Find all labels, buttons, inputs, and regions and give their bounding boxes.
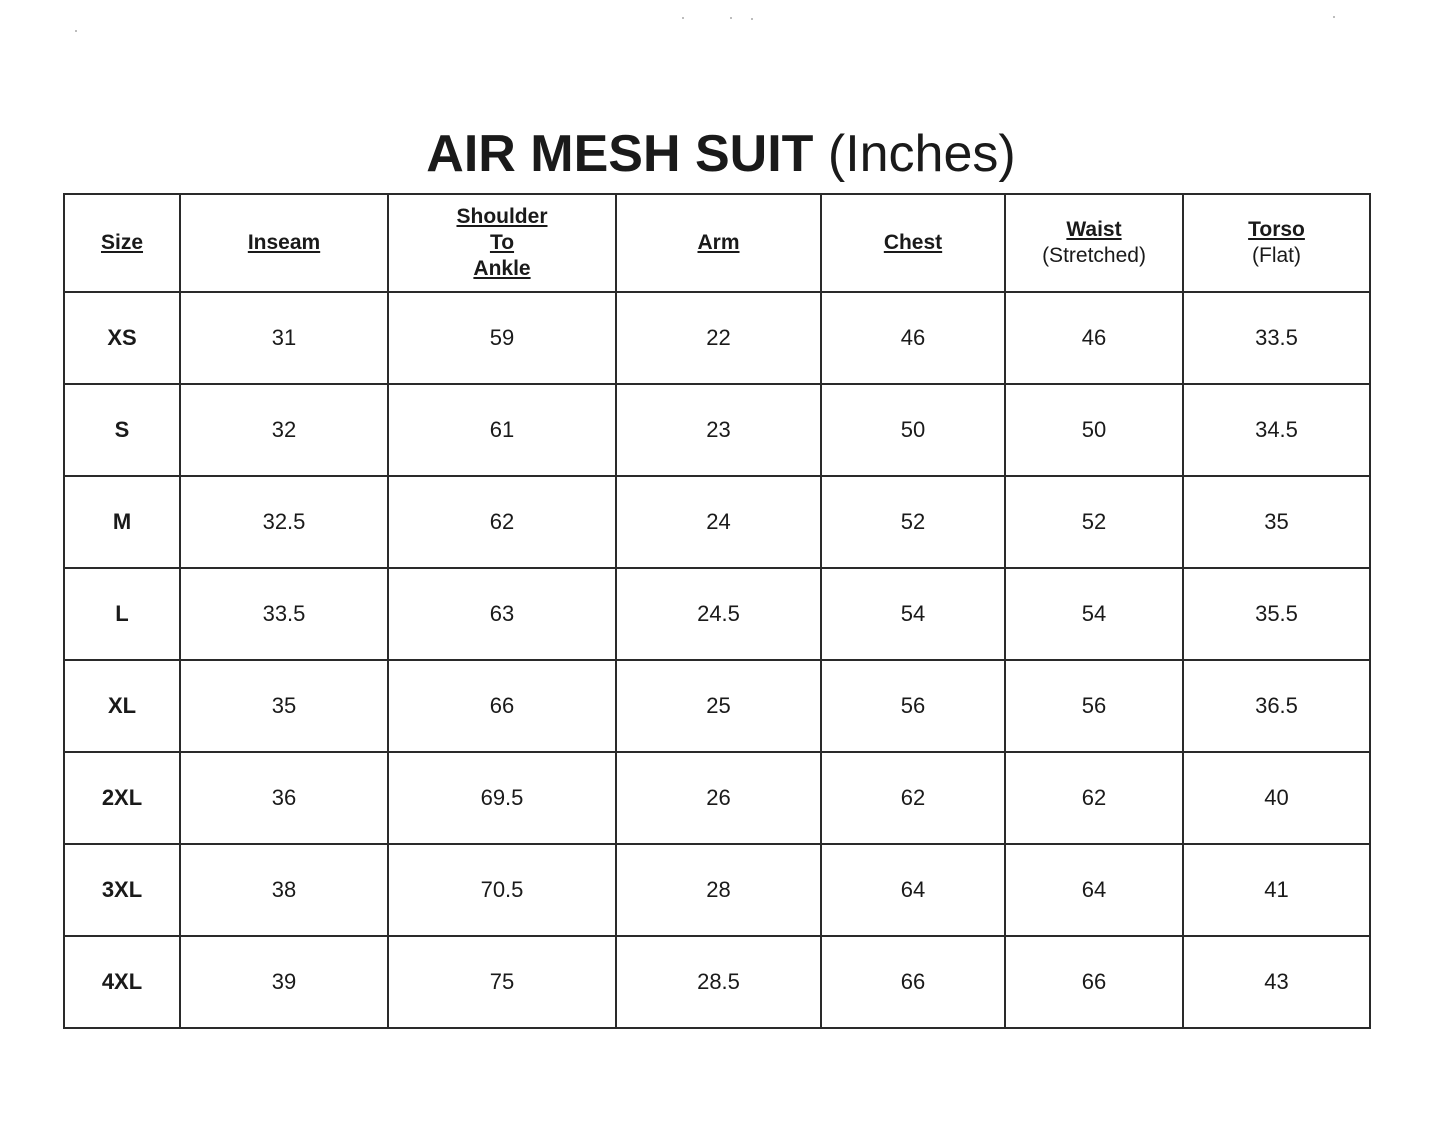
- measurement-cell: 40: [1183, 752, 1370, 844]
- measurement-cell: 70.5: [388, 844, 616, 936]
- size-cell: 4XL: [64, 936, 180, 1028]
- size-cell: XL: [64, 660, 180, 752]
- column-header-label: Waist: [1066, 218, 1122, 241]
- size-cell: 2XL: [64, 752, 180, 844]
- measurement-cell: 24.5: [616, 568, 821, 660]
- measurement-cell: 56: [1005, 660, 1183, 752]
- measurement-cell: 62: [388, 476, 616, 568]
- header-row: [64, 194, 1370, 292]
- table-row: [64, 568, 1370, 660]
- measurement-cell: 26: [616, 752, 821, 844]
- measurement-cell: 36.5: [1183, 660, 1370, 752]
- table-row: [64, 292, 1370, 384]
- measurement-cell: 50: [1005, 384, 1183, 476]
- measurement-cell: 56: [821, 660, 1005, 752]
- table-row: [64, 384, 1370, 476]
- size-cell: 3XL: [64, 844, 180, 936]
- measurement-cell: 28: [616, 844, 821, 936]
- column-header-label: Shoulder: [456, 205, 548, 228]
- measurement-cell: 35: [180, 660, 388, 752]
- measurement-cell: 28.5: [616, 936, 821, 1028]
- size-cell: L: [64, 568, 180, 660]
- column-header-label: Torso: [1248, 218, 1305, 241]
- table-row: [64, 476, 1370, 568]
- table-body: [64, 292, 1370, 1028]
- size-cell: XS: [64, 292, 180, 384]
- scan-speck: [75, 30, 77, 32]
- measurement-cell: 41: [1183, 844, 1370, 936]
- measurement-cell: 25: [616, 660, 821, 752]
- measurement-cell: 61: [388, 384, 616, 476]
- table-row: [64, 752, 1370, 844]
- table-row: [64, 936, 1370, 1028]
- scan-speck: [751, 18, 753, 20]
- measurement-cell: 54: [1005, 568, 1183, 660]
- size-chart-table: [63, 193, 1371, 1029]
- measurement-cell: 24: [616, 476, 821, 568]
- column-header: [821, 194, 1005, 292]
- measurement-cell: 35.5: [1183, 568, 1370, 660]
- table-row: [64, 844, 1370, 936]
- measurement-cell: 63: [388, 568, 616, 660]
- measurement-cell: 33.5: [1183, 292, 1370, 384]
- measurement-cell: 66: [388, 660, 616, 752]
- title-unit: (Inches): [827, 125, 1016, 183]
- measurement-cell: 32.5: [180, 476, 388, 568]
- measurement-cell: 64: [1005, 844, 1183, 936]
- measurement-cell: 62: [821, 752, 1005, 844]
- measurement-cell: 35: [1183, 476, 1370, 568]
- column-header-note: (Stretched): [1042, 244, 1146, 267]
- column-header-label: Arm: [697, 231, 740, 254]
- size-cell: S: [64, 384, 180, 476]
- scan-speck: [682, 17, 684, 19]
- column-header-label: Ankle: [473, 257, 531, 280]
- measurement-cell: 64: [821, 844, 1005, 936]
- measurement-cell: 75: [388, 936, 616, 1028]
- measurement-cell: 38: [180, 844, 388, 936]
- measurement-cell: 39: [180, 936, 388, 1028]
- column-header-label: Size: [100, 231, 144, 254]
- column-header-note: (Flat): [1252, 244, 1301, 267]
- page-title: [0, 122, 1442, 186]
- measurement-cell: 52: [1005, 476, 1183, 568]
- column-header: [1005, 194, 1183, 292]
- measurement-cell: 46: [1005, 292, 1183, 384]
- scan-speck: [730, 17, 732, 19]
- scan-speck: [1333, 16, 1335, 18]
- measurement-cell: 50: [821, 384, 1005, 476]
- column-header: [180, 194, 388, 292]
- measurement-cell: 34.5: [1183, 384, 1370, 476]
- column-header-label: Inseam: [247, 231, 321, 254]
- measurement-cell: 32: [180, 384, 388, 476]
- measurement-cell: 33.5: [180, 568, 388, 660]
- column-header: [64, 194, 180, 292]
- table-row: [64, 660, 1370, 752]
- title-main: AIR MESH SUIT: [426, 125, 814, 183]
- measurement-cell: 69.5: [388, 752, 616, 844]
- measurement-cell: 66: [1005, 936, 1183, 1028]
- column-header-label: To: [489, 231, 515, 254]
- measurement-cell: 62: [1005, 752, 1183, 844]
- measurement-cell: 36: [180, 752, 388, 844]
- column-header: [616, 194, 821, 292]
- column-header: [1183, 194, 1370, 292]
- measurement-cell: 46: [821, 292, 1005, 384]
- measurement-cell: 43: [1183, 936, 1370, 1028]
- column-header: [388, 194, 616, 292]
- size-cell: M: [64, 476, 180, 568]
- measurement-cell: 52: [821, 476, 1005, 568]
- measurement-cell: 22: [616, 292, 821, 384]
- measurement-cell: 23: [616, 384, 821, 476]
- column-header-label: Chest: [883, 231, 943, 254]
- measurement-cell: 31: [180, 292, 388, 384]
- measurement-cell: 66: [821, 936, 1005, 1028]
- measurement-cell: 54: [821, 568, 1005, 660]
- measurement-cell: 59: [388, 292, 616, 384]
